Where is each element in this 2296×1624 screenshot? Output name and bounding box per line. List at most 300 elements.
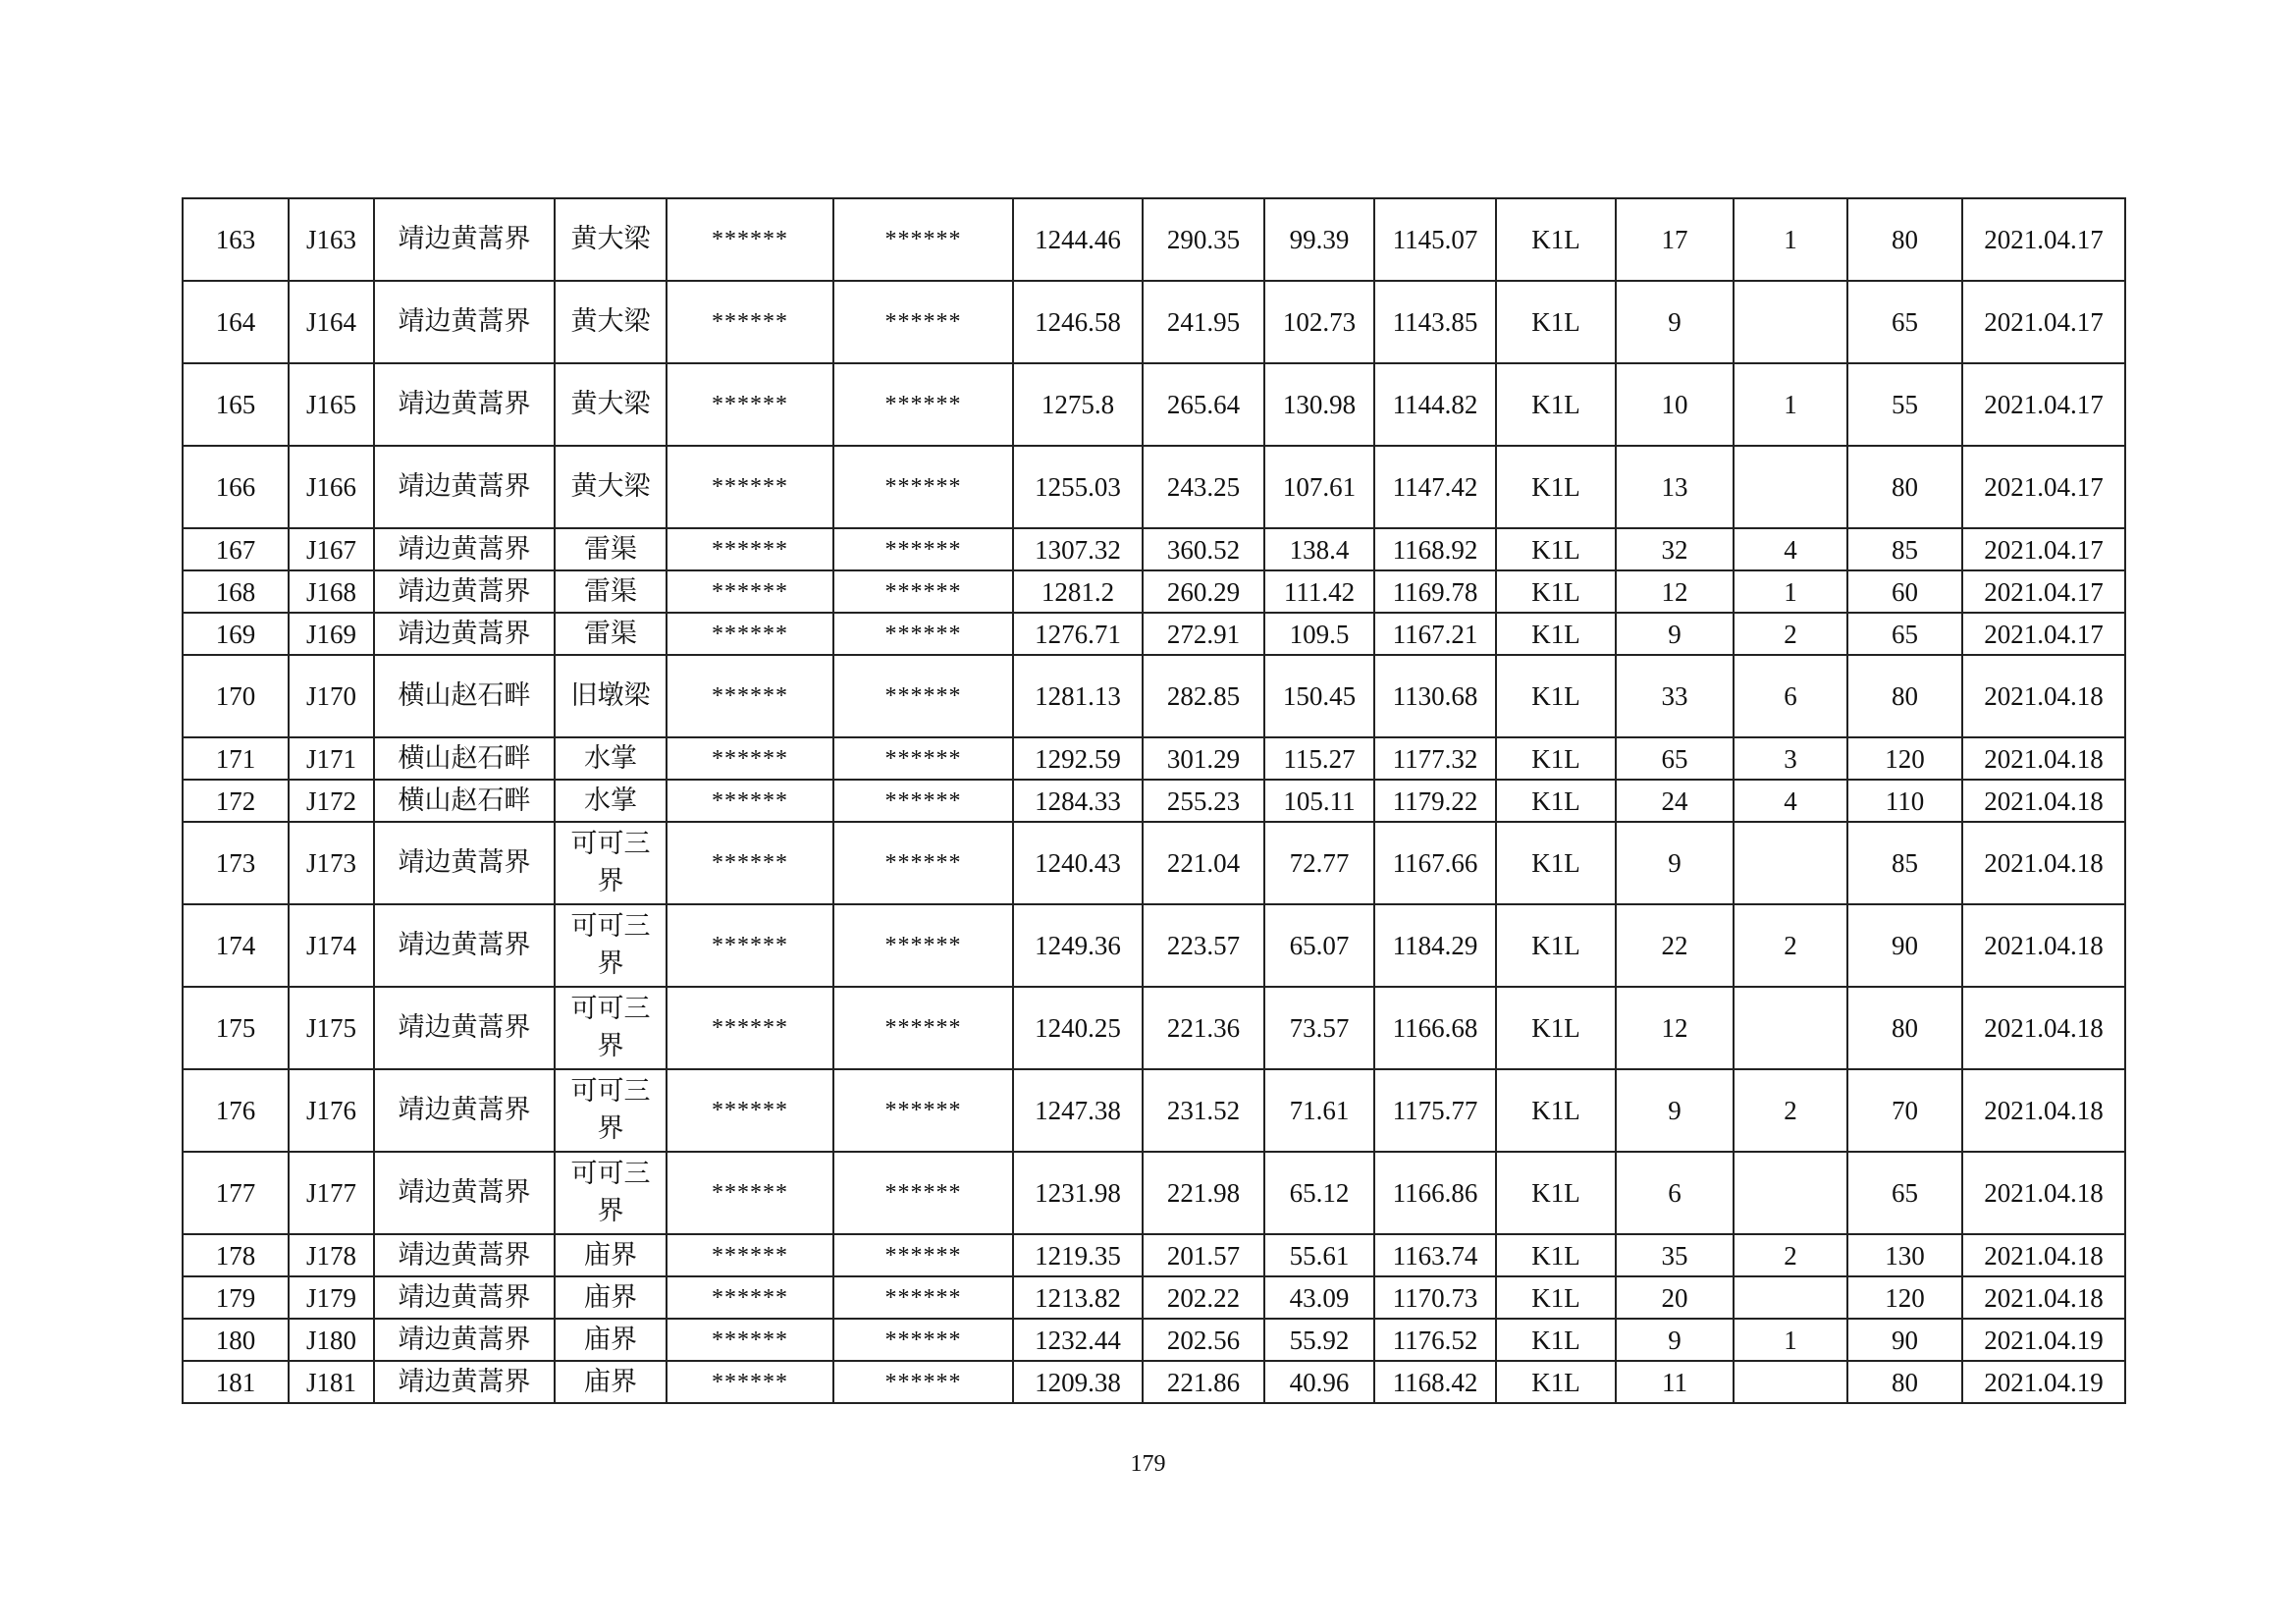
cell-row-number: 170	[183, 655, 289, 737]
cell-value-2: 272.91	[1143, 613, 1264, 655]
cell-coord-x: ******	[667, 1234, 833, 1276]
cell-place-name: 可可三界	[555, 1069, 667, 1152]
cell-point-id: J168	[289, 570, 374, 613]
cell-coord-y: ******	[833, 987, 1013, 1069]
cell-date: 2021.04.18	[1962, 780, 2125, 822]
cell-point-id: J173	[289, 822, 374, 904]
cell-point-id: J181	[289, 1361, 374, 1403]
table-row	[183, 737, 2125, 780]
cell-count-2: 2	[1734, 613, 1847, 655]
cell-date: 2021.04.19	[1962, 1319, 2125, 1361]
cell-row-number: 173	[183, 822, 289, 904]
cell-row-number: 169	[183, 613, 289, 655]
cell-value-3: 65.12	[1264, 1152, 1374, 1234]
cell-value-2: 282.85	[1143, 655, 1264, 737]
cell-count-1: 24	[1616, 780, 1734, 822]
cell-count-2: 4	[1734, 780, 1847, 822]
cell-coord-x: ******	[667, 1319, 833, 1361]
cell-coord-x: ******	[667, 1276, 833, 1319]
cell-value-4: 1168.92	[1374, 528, 1496, 570]
table-row	[183, 1319, 2125, 1361]
cell-point-id: J164	[289, 281, 374, 363]
cell-date: 2021.04.18	[1962, 1152, 2125, 1234]
cell-count-1: 10	[1616, 363, 1734, 446]
cell-place-name: 可可三界	[555, 822, 667, 904]
table-row	[183, 822, 2125, 904]
cell-count-1: 12	[1616, 570, 1734, 613]
cell-value-4: 1166.68	[1374, 987, 1496, 1069]
cell-value-3: 55.92	[1264, 1319, 1374, 1361]
cell-coord-x: ******	[667, 1152, 833, 1234]
cell-count-1: 22	[1616, 904, 1734, 987]
cell-value-4: 1170.73	[1374, 1276, 1496, 1319]
cell-point-id: J174	[289, 904, 374, 987]
cell-place-name: 水掌	[555, 780, 667, 822]
cell-type-code: K1L	[1496, 737, 1616, 780]
cell-value-2: 221.86	[1143, 1361, 1264, 1403]
cell-region: 横山赵石畔	[374, 780, 555, 822]
cell-value-2: 223.57	[1143, 904, 1264, 987]
cell-count-1: 33	[1616, 655, 1734, 737]
cell-value-3: 105.11	[1264, 780, 1374, 822]
cell-point-id: J165	[289, 363, 374, 446]
cell-value-1: 1244.46	[1013, 198, 1143, 281]
cell-coord-y: ******	[833, 570, 1013, 613]
cell-coord-x: ******	[667, 1361, 833, 1403]
cell-point-id: J179	[289, 1276, 374, 1319]
page-number: 179	[1130, 1451, 1166, 1477]
cell-point-id: J176	[289, 1069, 374, 1152]
cell-point-id: J166	[289, 446, 374, 528]
cell-point-id: J170	[289, 655, 374, 737]
cell-date: 2021.04.18	[1962, 1234, 2125, 1276]
cell-count-1: 20	[1616, 1276, 1734, 1319]
cell-count-2	[1734, 1361, 1847, 1403]
cell-coord-y: ******	[833, 737, 1013, 780]
cell-count-1: 35	[1616, 1234, 1734, 1276]
cell-count-3: 80	[1847, 987, 1962, 1069]
table-row	[183, 198, 2125, 281]
cell-coord-x: ******	[667, 281, 833, 363]
cell-value-1: 1281.13	[1013, 655, 1143, 737]
cell-coord-y: ******	[833, 1319, 1013, 1361]
cell-count-2: 3	[1734, 737, 1847, 780]
cell-coord-y: ******	[833, 281, 1013, 363]
cell-point-id: J167	[289, 528, 374, 570]
cell-value-3: 102.73	[1264, 281, 1374, 363]
cell-point-id: J177	[289, 1152, 374, 1234]
cell-value-3: 150.45	[1264, 655, 1374, 737]
table-row	[183, 363, 2125, 446]
cell-type-code: K1L	[1496, 780, 1616, 822]
cell-count-3: 65	[1847, 281, 1962, 363]
cell-value-4: 1176.52	[1374, 1319, 1496, 1361]
cell-date: 2021.04.17	[1962, 198, 2125, 281]
cell-count-3: 80	[1847, 1361, 1962, 1403]
table-row	[183, 613, 2125, 655]
cell-count-1: 11	[1616, 1361, 1734, 1403]
cell-row-number: 164	[183, 281, 289, 363]
cell-date: 2021.04.18	[1962, 822, 2125, 904]
cell-value-4: 1168.42	[1374, 1361, 1496, 1403]
cell-date: 2021.04.17	[1962, 528, 2125, 570]
cell-type-code: K1L	[1496, 904, 1616, 987]
cell-place-name: 黄大梁	[555, 446, 667, 528]
cell-value-4: 1163.74	[1374, 1234, 1496, 1276]
cell-coord-y: ******	[833, 363, 1013, 446]
table-row	[183, 655, 2125, 737]
cell-row-number: 172	[183, 780, 289, 822]
cell-type-code: K1L	[1496, 198, 1616, 281]
cell-coord-y: ******	[833, 904, 1013, 987]
cell-value-2: 243.25	[1143, 446, 1264, 528]
cell-point-id: J169	[289, 613, 374, 655]
cell-value-2: 221.04	[1143, 822, 1264, 904]
cell-coord-y: ******	[833, 1276, 1013, 1319]
cell-value-2: 202.56	[1143, 1319, 1264, 1361]
cell-value-4: 1179.22	[1374, 780, 1496, 822]
cell-region: 靖边黄蒿界	[374, 1152, 555, 1234]
table-row	[183, 1069, 2125, 1152]
cell-coord-y: ******	[833, 1069, 1013, 1152]
cell-type-code: K1L	[1496, 281, 1616, 363]
table-row	[183, 570, 2125, 613]
cell-region: 靖边黄蒿界	[374, 281, 555, 363]
cell-coord-x: ******	[667, 613, 833, 655]
cell-type-code: K1L	[1496, 446, 1616, 528]
cell-place-name: 可可三界	[555, 904, 667, 987]
cell-type-code: K1L	[1496, 363, 1616, 446]
cell-count-2	[1734, 822, 1847, 904]
cell-value-2: 260.29	[1143, 570, 1264, 613]
cell-row-number: 175	[183, 987, 289, 1069]
cell-date: 2021.04.17	[1962, 363, 2125, 446]
cell-region: 靖边黄蒿界	[374, 822, 555, 904]
cell-value-1: 1240.25	[1013, 987, 1143, 1069]
cell-value-4: 1145.07	[1374, 198, 1496, 281]
cell-type-code: K1L	[1496, 1319, 1616, 1361]
cell-coord-x: ******	[667, 570, 833, 613]
cell-value-1: 1240.43	[1013, 822, 1143, 904]
cell-value-4: 1167.66	[1374, 822, 1496, 904]
cell-value-4: 1147.42	[1374, 446, 1496, 528]
cell-count-2	[1734, 1276, 1847, 1319]
cell-value-3: 111.42	[1264, 570, 1374, 613]
cell-region: 靖边黄蒿界	[374, 613, 555, 655]
cell-value-4: 1184.29	[1374, 904, 1496, 987]
cell-type-code: K1L	[1496, 1152, 1616, 1234]
cell-value-4: 1175.77	[1374, 1069, 1496, 1152]
cell-region: 靖边黄蒿界	[374, 1276, 555, 1319]
cell-row-number: 181	[183, 1361, 289, 1403]
cell-row-number: 165	[183, 363, 289, 446]
cell-region: 靖边黄蒿界	[374, 987, 555, 1069]
cell-value-2: 265.64	[1143, 363, 1264, 446]
cell-count-2: 6	[1734, 655, 1847, 737]
cell-row-number: 174	[183, 904, 289, 987]
cell-count-3: 120	[1847, 737, 1962, 780]
cell-count-2: 2	[1734, 1069, 1847, 1152]
cell-count-2	[1734, 1152, 1847, 1234]
cell-coord-x: ******	[667, 1069, 833, 1152]
cell-count-3: 55	[1847, 363, 1962, 446]
cell-value-4: 1130.68	[1374, 655, 1496, 737]
table-row	[183, 1276, 2125, 1319]
cell-point-id: J172	[289, 780, 374, 822]
table-row	[183, 987, 2125, 1069]
cell-coord-x: ******	[667, 655, 833, 737]
table-row	[183, 1152, 2125, 1234]
cell-type-code: K1L	[1496, 1069, 1616, 1152]
cell-value-3: 130.98	[1264, 363, 1374, 446]
cell-count-3: 80	[1847, 198, 1962, 281]
cell-row-number: 179	[183, 1276, 289, 1319]
cell-count-2: 2	[1734, 904, 1847, 987]
cell-count-2	[1734, 281, 1847, 363]
cell-region: 横山赵石畔	[374, 737, 555, 780]
cell-value-1: 1281.2	[1013, 570, 1143, 613]
cell-value-4: 1144.82	[1374, 363, 1496, 446]
cell-value-3: 72.77	[1264, 822, 1374, 904]
cell-value-3: 71.61	[1264, 1069, 1374, 1152]
cell-row-number: 176	[183, 1069, 289, 1152]
cell-coord-x: ******	[667, 780, 833, 822]
cell-value-4: 1167.21	[1374, 613, 1496, 655]
cell-region: 靖边黄蒿界	[374, 446, 555, 528]
cell-coord-x: ******	[667, 822, 833, 904]
cell-count-3: 90	[1847, 1319, 1962, 1361]
cell-value-2: 201.57	[1143, 1234, 1264, 1276]
cell-place-name: 雷渠	[555, 570, 667, 613]
cell-coord-x: ******	[667, 904, 833, 987]
cell-value-4: 1177.32	[1374, 737, 1496, 780]
cell-row-number: 177	[183, 1152, 289, 1234]
cell-count-1: 65	[1616, 737, 1734, 780]
cell-value-2: 360.52	[1143, 528, 1264, 570]
cell-value-1: 1247.38	[1013, 1069, 1143, 1152]
cell-value-3: 109.5	[1264, 613, 1374, 655]
cell-value-2: 202.22	[1143, 1276, 1264, 1319]
cell-count-3: 85	[1847, 528, 1962, 570]
cell-region: 靖边黄蒿界	[374, 363, 555, 446]
cell-date: 2021.04.18	[1962, 737, 2125, 780]
cell-region: 靖边黄蒿界	[374, 1361, 555, 1403]
cell-place-name: 黄大梁	[555, 363, 667, 446]
cell-point-id: J175	[289, 987, 374, 1069]
cell-date: 2021.04.18	[1962, 1276, 2125, 1319]
cell-value-1: 1307.32	[1013, 528, 1143, 570]
cell-count-2: 1	[1734, 363, 1847, 446]
cell-value-1: 1232.44	[1013, 1319, 1143, 1361]
cell-coord-x: ******	[667, 363, 833, 446]
cell-value-3: 99.39	[1264, 198, 1374, 281]
cell-coord-y: ******	[833, 655, 1013, 737]
cell-type-code: K1L	[1496, 613, 1616, 655]
cell-value-1: 1249.36	[1013, 904, 1143, 987]
cell-value-1: 1209.38	[1013, 1361, 1143, 1403]
cell-value-2: 301.29	[1143, 737, 1264, 780]
cell-coord-y: ******	[833, 1152, 1013, 1234]
cell-date: 2021.04.17	[1962, 613, 2125, 655]
cell-row-number: 168	[183, 570, 289, 613]
cell-count-3: 70	[1847, 1069, 1962, 1152]
cell-count-1: 12	[1616, 987, 1734, 1069]
cell-count-1: 9	[1616, 822, 1734, 904]
cell-count-3: 60	[1847, 570, 1962, 613]
cell-value-1: 1246.58	[1013, 281, 1143, 363]
cell-value-2: 241.95	[1143, 281, 1264, 363]
cell-region: 靖边黄蒿界	[374, 528, 555, 570]
table-row	[183, 1234, 2125, 1276]
table-row	[183, 446, 2125, 528]
cell-place-name: 可可三界	[555, 987, 667, 1069]
cell-row-number: 180	[183, 1319, 289, 1361]
cell-count-1: 17	[1616, 198, 1734, 281]
cell-count-3: 80	[1847, 446, 1962, 528]
cell-point-id: J180	[289, 1319, 374, 1361]
cell-region: 横山赵石畔	[374, 655, 555, 737]
cell-value-3: 43.09	[1264, 1276, 1374, 1319]
cell-count-1: 13	[1616, 446, 1734, 528]
cell-count-2: 1	[1734, 198, 1847, 281]
cell-value-3: 55.61	[1264, 1234, 1374, 1276]
cell-place-name: 庙界	[555, 1234, 667, 1276]
cell-count-1: 9	[1616, 613, 1734, 655]
cell-count-3: 120	[1847, 1276, 1962, 1319]
cell-type-code: K1L	[1496, 822, 1616, 904]
cell-coord-x: ******	[667, 198, 833, 281]
cell-row-number: 167	[183, 528, 289, 570]
cell-count-2: 2	[1734, 1234, 1847, 1276]
cell-coord-x: ******	[667, 446, 833, 528]
cell-row-number: 171	[183, 737, 289, 780]
cell-value-2: 221.36	[1143, 987, 1264, 1069]
cell-date: 2021.04.17	[1962, 570, 2125, 613]
cell-date: 2021.04.17	[1962, 281, 2125, 363]
cell-point-id: J178	[289, 1234, 374, 1276]
cell-count-1: 6	[1616, 1152, 1734, 1234]
cell-date: 2021.04.17	[1962, 446, 2125, 528]
cell-place-name: 黄大梁	[555, 198, 667, 281]
cell-value-1: 1213.82	[1013, 1276, 1143, 1319]
cell-value-3: 65.07	[1264, 904, 1374, 987]
cell-value-1: 1284.33	[1013, 780, 1143, 822]
cell-date: 2021.04.19	[1962, 1361, 2125, 1403]
cell-count-3: 90	[1847, 904, 1962, 987]
cell-count-3: 85	[1847, 822, 1962, 904]
cell-value-1: 1219.35	[1013, 1234, 1143, 1276]
cell-value-2: 290.35	[1143, 198, 1264, 281]
cell-date: 2021.04.18	[1962, 655, 2125, 737]
cell-place-name: 雷渠	[555, 613, 667, 655]
cell-value-3: 138.4	[1264, 528, 1374, 570]
cell-coord-y: ******	[833, 822, 1013, 904]
cell-type-code: K1L	[1496, 528, 1616, 570]
cell-count-1: 9	[1616, 281, 1734, 363]
cell-place-name: 庙界	[555, 1276, 667, 1319]
cell-row-number: 178	[183, 1234, 289, 1276]
cell-type-code: K1L	[1496, 570, 1616, 613]
cell-coord-y: ******	[833, 446, 1013, 528]
table-row	[183, 780, 2125, 822]
cell-date: 2021.04.18	[1962, 987, 2125, 1069]
cell-count-1: 32	[1616, 528, 1734, 570]
cell-place-name: 黄大梁	[555, 281, 667, 363]
cell-count-3: 110	[1847, 780, 1962, 822]
cell-coord-y: ******	[833, 198, 1013, 281]
cell-region: 靖边黄蒿界	[374, 570, 555, 613]
cell-value-1: 1275.8	[1013, 363, 1143, 446]
cell-coord-y: ******	[833, 1234, 1013, 1276]
cell-place-name: 庙界	[555, 1319, 667, 1361]
cell-coord-y: ******	[833, 528, 1013, 570]
cell-region: 靖边黄蒿界	[374, 1234, 555, 1276]
cell-value-4: 1166.86	[1374, 1152, 1496, 1234]
cell-coord-y: ******	[833, 1361, 1013, 1403]
cell-value-2: 231.52	[1143, 1069, 1264, 1152]
cell-value-2: 221.98	[1143, 1152, 1264, 1234]
cell-value-1: 1276.71	[1013, 613, 1143, 655]
cell-place-name: 可可三界	[555, 1152, 667, 1234]
cell-count-2: 4	[1734, 528, 1847, 570]
cell-count-2	[1734, 987, 1847, 1069]
cell-coord-x: ******	[667, 528, 833, 570]
cell-date: 2021.04.18	[1962, 1069, 2125, 1152]
cell-value-3: 73.57	[1264, 987, 1374, 1069]
cell-point-id: J163	[289, 198, 374, 281]
cell-place-name: 水掌	[555, 737, 667, 780]
cell-count-1: 9	[1616, 1069, 1734, 1152]
cell-coord-x: ******	[667, 987, 833, 1069]
cell-count-2: 1	[1734, 570, 1847, 613]
cell-count-3: 80	[1847, 655, 1962, 737]
table-row	[183, 904, 2125, 987]
cell-value-4: 1143.85	[1374, 281, 1496, 363]
table-row	[183, 1361, 2125, 1403]
cell-type-code: K1L	[1496, 1361, 1616, 1403]
table-body	[183, 198, 2125, 1403]
cell-date: 2021.04.18	[1962, 904, 2125, 987]
cell-value-4: 1169.78	[1374, 570, 1496, 613]
cell-place-name: 庙界	[555, 1361, 667, 1403]
cell-row-number: 166	[183, 446, 289, 528]
cell-value-1: 1255.03	[1013, 446, 1143, 528]
cell-region: 靖边黄蒿界	[374, 1319, 555, 1361]
cell-coord-y: ******	[833, 613, 1013, 655]
cell-point-id: J171	[289, 737, 374, 780]
cell-count-2: 1	[1734, 1319, 1847, 1361]
cell-value-3: 115.27	[1264, 737, 1374, 780]
table-row	[183, 281, 2125, 363]
cell-type-code: K1L	[1496, 1234, 1616, 1276]
cell-region: 靖边黄蒿界	[374, 904, 555, 987]
table-row	[183, 528, 2125, 570]
cell-value-2: 255.23	[1143, 780, 1264, 822]
cell-value-1: 1292.59	[1013, 737, 1143, 780]
cell-value-3: 107.61	[1264, 446, 1374, 528]
cell-place-name: 雷渠	[555, 528, 667, 570]
cell-count-3: 65	[1847, 613, 1962, 655]
data-table	[182, 197, 2126, 1404]
cell-type-code: K1L	[1496, 987, 1616, 1069]
cell-type-code: K1L	[1496, 655, 1616, 737]
cell-value-1: 1231.98	[1013, 1152, 1143, 1234]
cell-region: 靖边黄蒿界	[374, 198, 555, 281]
cell-type-code: K1L	[1496, 1276, 1616, 1319]
cell-count-2	[1734, 446, 1847, 528]
cell-coord-x: ******	[667, 737, 833, 780]
cell-row-number: 163	[183, 198, 289, 281]
